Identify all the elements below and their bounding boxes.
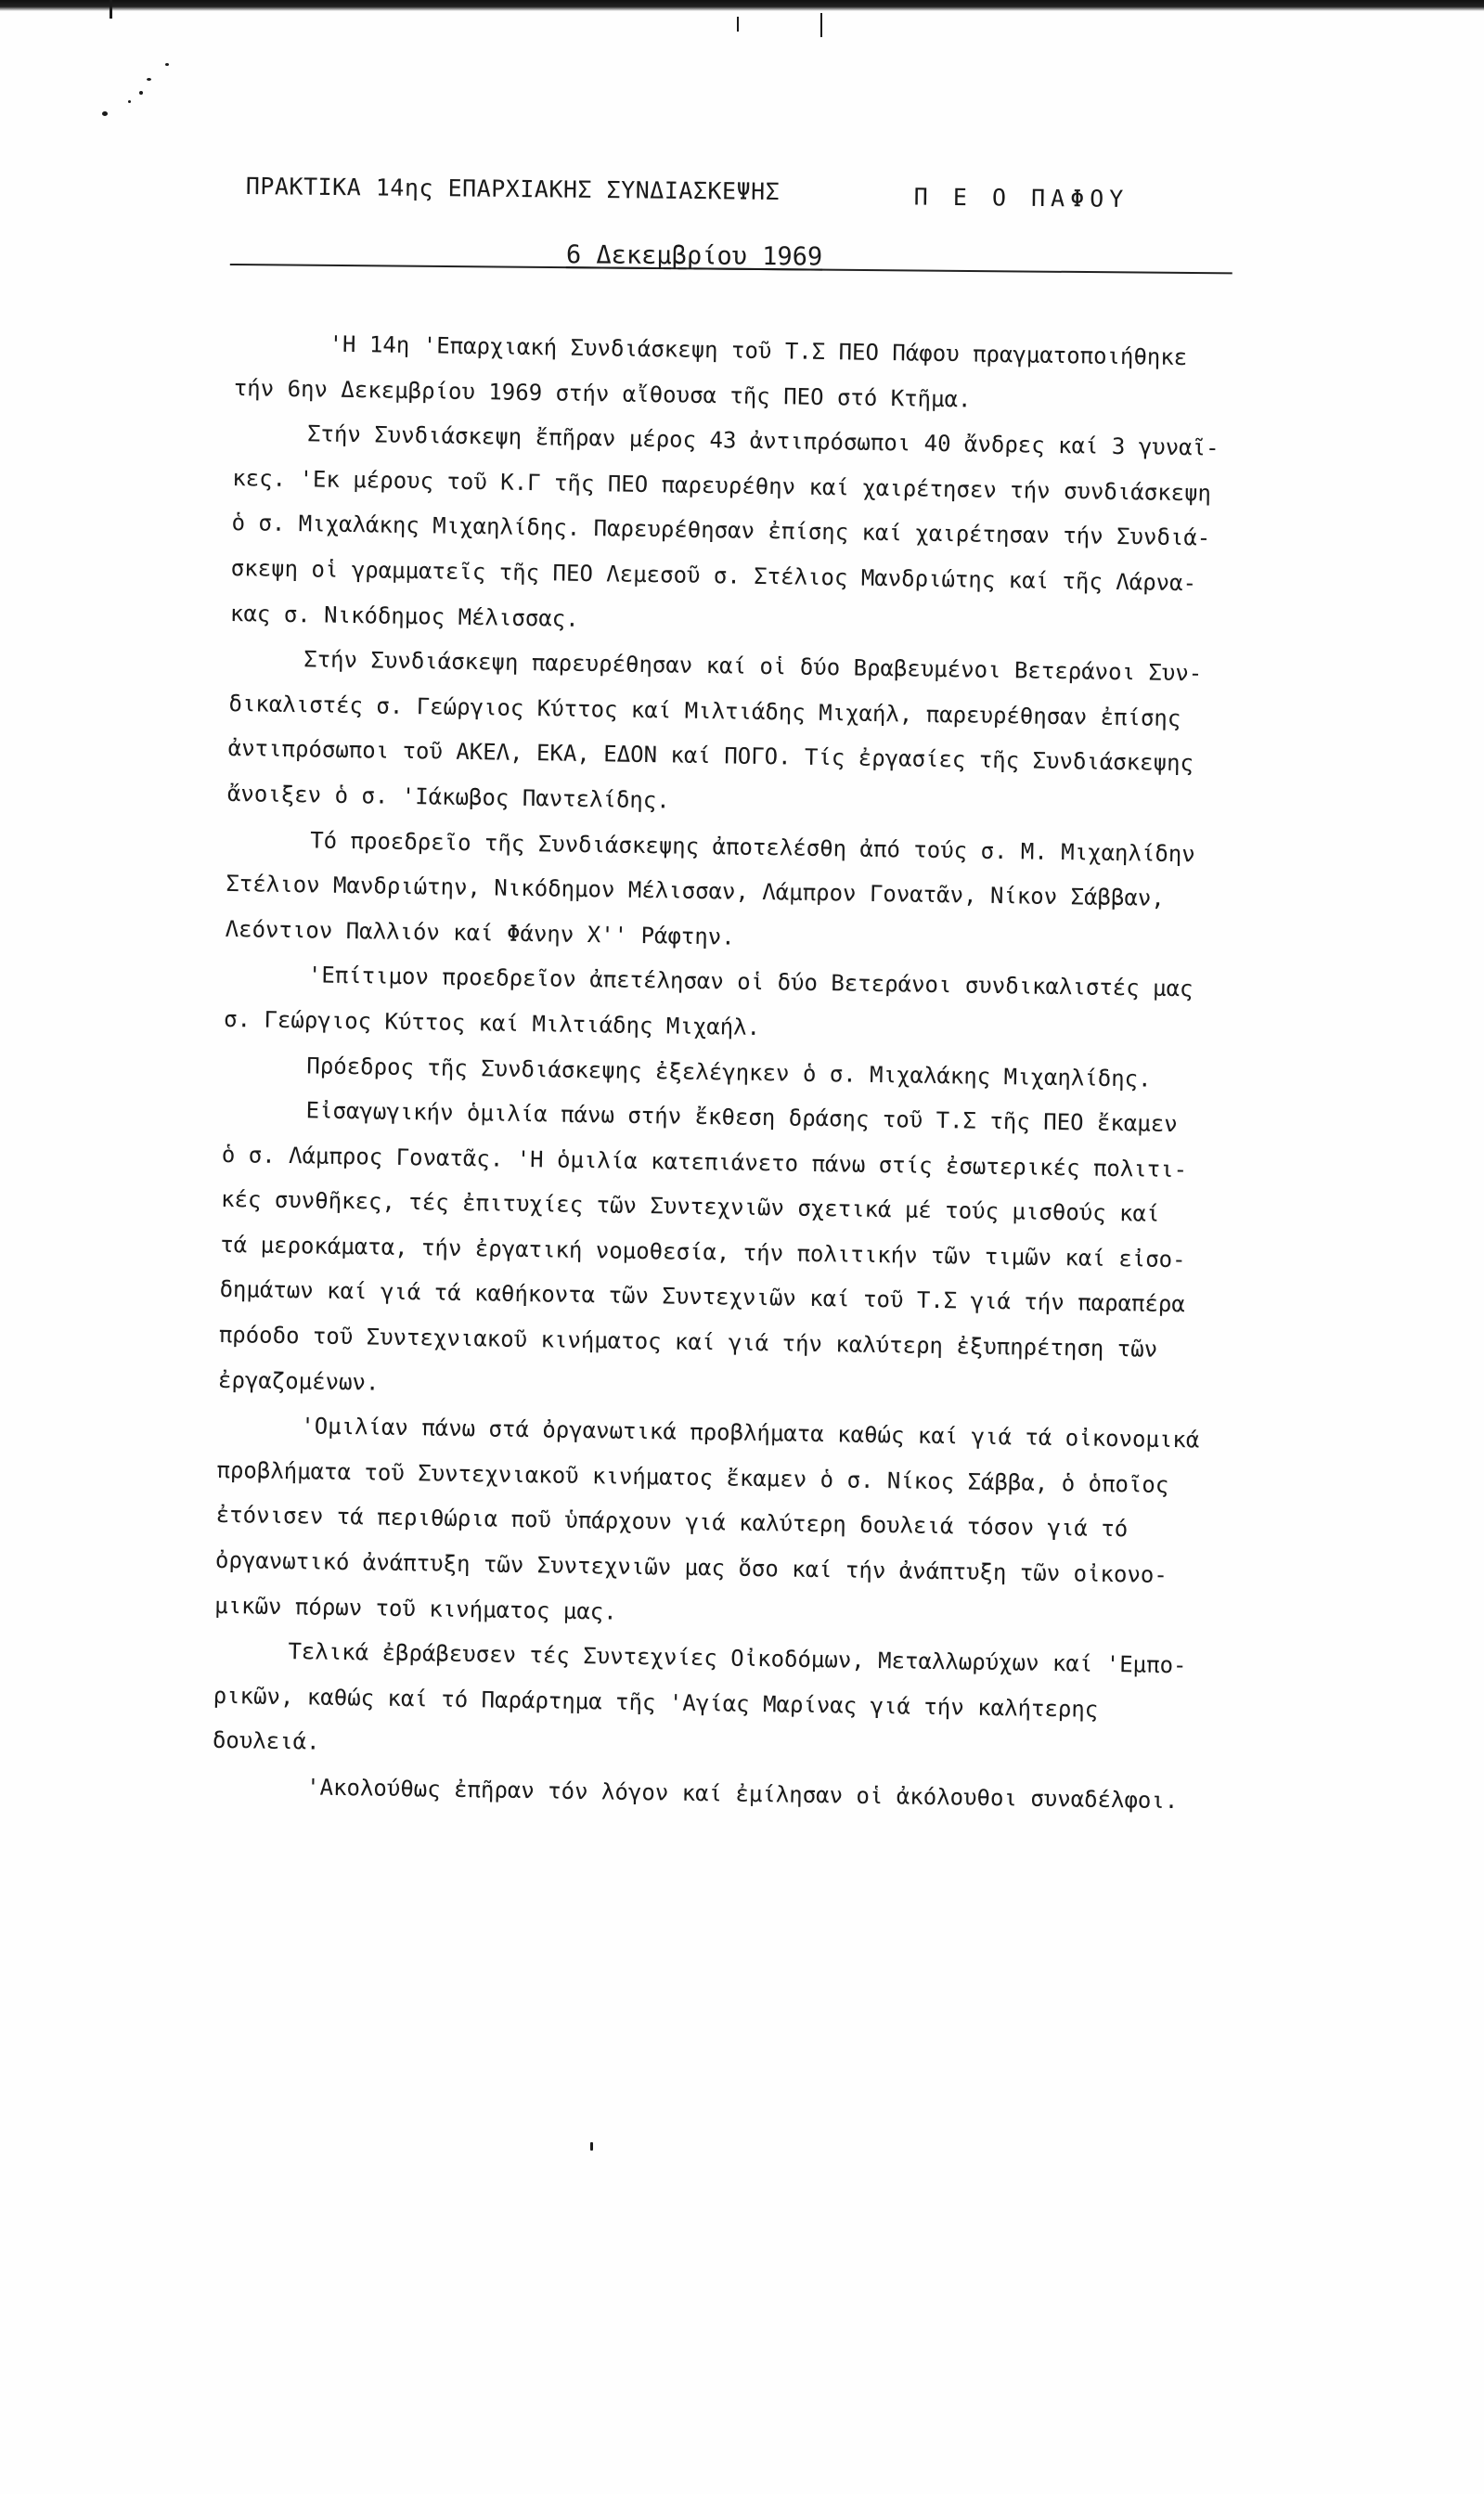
text-line: Εἰσαγωγικήν ὁμιλία πάνω στήν ἔκθεση δράσης τοῦ Τ.Σ τῆς ΠΕΟ ἔκαμεν (305, 1097, 1178, 1138)
text-line: ὀργανωτικό ἀνάπτυξη τῶν Συντεχνιῶν μας ὅσο καί τήν ἀνάπτυξη τῶν οἰκονο- (214, 1546, 1168, 1588)
text-line: δικαλιστές σ. Γεώργιος Κύττος καί Μιλτιάδης Μιχαήλ, παρευρέθησαν ἐπίσης (228, 690, 1181, 731)
text-line: ὁ σ. Μιχαλάκης Μιχαηλίδης. Παρευρέθησαν ἐπίσης καί χαιρέτησαν τήν Συνδιά- (231, 510, 1211, 551)
text-line: προβλήματα τοῦ Συντεχνιακοῦ κινήματος ἔκαμεν ὁ σ. Νίκος Σάββα, ὁ ὁποῖος (216, 1456, 1169, 1498)
text-line: τά μεροκάματα, τήν ἐργατική νομοθεσία, τήν πολιτικήν τῶν τιμῶν καί εἰσο- (220, 1231, 1186, 1273)
text-line: ἄνοιξεν ὁ σ. 'Ιάκωβος Παντελίδης. (226, 780, 670, 814)
scan-speck (165, 63, 169, 66)
text-line: 'Ομιλίαν πάνω στά ὀργανωτικά προβλήματα καθώς καί γιά τά οἰκονομικά (301, 1413, 1200, 1454)
text-line: Στέλιον Μανδριώτην, Νικόδημον Μέλισσαν, Λάμπρον Γονατᾶν, Νίκον Σάββαν, (226, 871, 1166, 911)
text-line: 'Επίτιμον προεδρεῖον ἀπετέλησαν οἱ δύο Βετεράνοι συνδικαλιστές μας (307, 962, 1194, 1002)
text-line: κας σ. Νικόδημος Μέλισσας. (229, 600, 579, 632)
text-line: μικῶν πόρων τοῦ κινήματος μας. (214, 1592, 617, 1625)
date-line (230, 240, 1232, 276)
scan-speck (147, 78, 151, 81)
scan-artifact (110, 0, 112, 19)
scan-top-border (0, 0, 1484, 11)
document-date: 6 Δεκεμβρίου 1969 (565, 240, 823, 272)
text-line: Λεόντιον Παλλιόν καί Φάνην Χ'' Ράφτην. (225, 915, 735, 950)
text-line: δουλειά. (212, 1727, 320, 1756)
text-line: ἀντιπρόσωποι τοῦ ΑΚΕΛ, ΕΚΑ, ΕΔΟΝ καί ΠΟΓΟ. Τίς ἐργασίες τῆς Συνδιάσκεψης (227, 735, 1194, 777)
text-line: ὁ σ. Λάμπρος Γονατᾶς. 'Η ὁμιλία κατεπιάνετο πάνω στίς ἐσωτερικές πολιτι- (221, 1141, 1188, 1182)
text-line: σ. Γεώργιος Κύττος καί Μιλτιάδης Μιχαήλ. (223, 1005, 761, 1040)
scan-artifact (820, 13, 822, 37)
text-line: ἐτόνισεν τά περιθώρια ποῦ ὑπάρχουν γιά καλύτερη δουλειά τόσον γιά τό (215, 1502, 1129, 1543)
scan-speck (128, 100, 131, 103)
text-line: Στήν Συνδιάσκεψη ἔπῆραν μέρος 43 ἀντιπρόσωποι 40 ἄνδρες καί 3 γυναῖ- (306, 420, 1219, 461)
text-line: 'Η 14η 'Επαρχιακή Συνδιάσκεψη τοῦ Τ.Σ ΠΕΟ Πάφου πραγματοποιήθηκε (329, 330, 1188, 371)
text-line: 'Ακολούθως ἐπῆραν τόν λόγον καί ἐμίλησαν οἱ ἀκόλουθοι συναδέλφοι. (305, 1774, 1179, 1815)
text-line: Στήν Συνδιάσκεψη παρευρέθησαν καί οἱ δύο Βραβευμένοι Βετεράνοι Συν- (303, 646, 1203, 687)
text-line: σκεψη οἱ γραμματεῖς τῆς ΠΕΟ Λεμεσοῦ σ. Στέλιος Μανδριώτης καί τῆς Λάρνα- (230, 554, 1197, 597)
document-title: ΠΡΑΚΤΙΚΑ 14ης ΕΠΑΡΧΙΑΚΗΣ ΣΥΝΔΙΑΣΚΕΨΗΣ (245, 173, 781, 206)
text-line: πρόοδο τοῦ Συντεχνιακοῦ κινήματος καί γιά τήν καλύτερη ἐξυπηρέτηση τῶν (218, 1321, 1158, 1363)
text-line: ἐργαζομένων. (217, 1366, 380, 1396)
minutes-body (212, 320, 1441, 1828)
text-line: κές συνθῆκες, τές ἐπιτυχίες τῶν Συντεχνιῶν σχετικά μέ τούς μισθούς καί (220, 1186, 1160, 1228)
organization-name: Π Ε Ο ΠΑΦΟΥ (913, 183, 1129, 213)
scan-speck (102, 111, 108, 116)
text-line: δημάτων καί γιά τά καθήκοντα τῶν Συντεχνιῶν καί τοῦ Τ.Σ γιά τήν παραπέρα (219, 1276, 1186, 1318)
text-line: Τελικά ἐβράβευσεν τές Συντεχνίες Οἰκοδόμων, Μεταλλωρύχων καί 'Εμπο- (288, 1638, 1187, 1679)
text-line: ρικῶν, καθώς καί τό Παράρτημα τῆς 'Αγίας Μαρίνας γιά τήν καλήτερης (213, 1682, 1099, 1723)
text-line: κες. 'Εκ μέρους τοῦ Κ.Γ τῆς ΠΕΟ παρευρέθην καί χαιρέτησεν τήν συνδιάσκεψη (232, 464, 1212, 507)
scan-speck (590, 2142, 593, 2151)
text-line: Τό προεδρεῖο τῆς Συνδιάσκεψης ἀποτελέσθη ἀπό τούς σ. Μ. Μιχαηλίδην (309, 826, 1195, 867)
scan-artifact (737, 17, 739, 32)
text-line: τήν 6ην Δεκεμβρίου 1969 στήν αἴθουσα τῆς ΠΕΟ στό Κτῆμα. (233, 374, 972, 413)
scan-speck (139, 91, 143, 95)
document-header (245, 173, 1174, 213)
text-line: Πρόεδρος τῆς Συνδιάσκεψης ἐξελέγηκεν ὁ σ. Μιχαλάκης Μιχαηλίδης. (306, 1052, 1152, 1092)
